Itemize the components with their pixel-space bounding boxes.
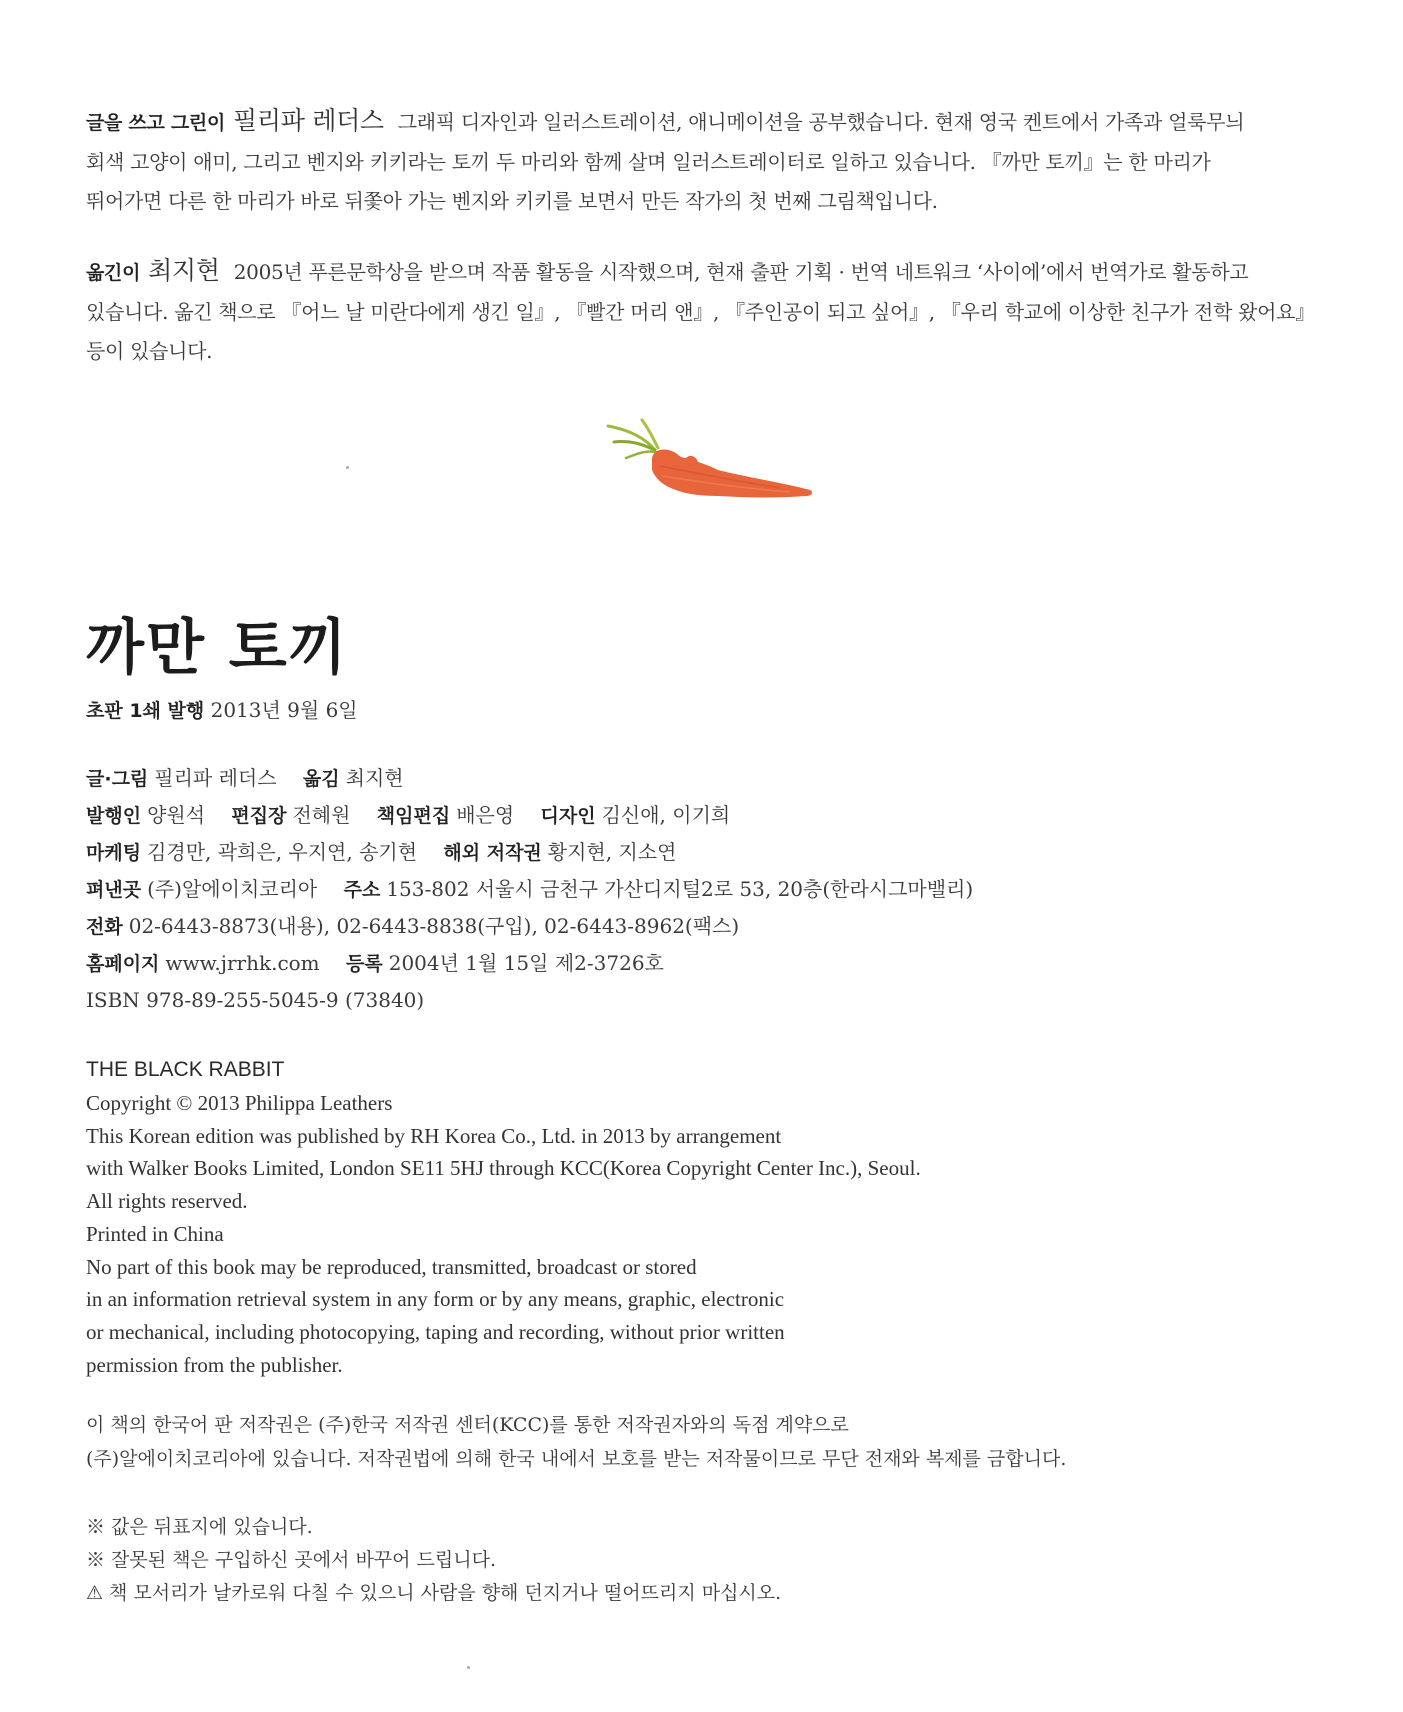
credit-label: 주소 [343, 879, 381, 901]
english-line: in an information retrieval system in any form or by any means, graphic, electronic [86, 1287, 785, 1312]
author-bio-line: 회색 고양이 애미, 그리고 벤지와 키키라는 토끼 두 마리와 함께 살며 일러스트레이터로 일하고 있습니다. 『까만 토끼』는 한 마리가 [86, 150, 1211, 174]
note-warning [86, 1577, 781, 1610]
credit-value: 배은영 [456, 803, 515, 827]
credit-value: (주)알에이치코리아 [147, 877, 318, 901]
warning-text: 책 모서리가 날카로워 다칠 수 있으니 사람을 향해 던지거나 떨어뜨리지 마십시오. [109, 1582, 782, 1604]
credit-value: 전혜원 [292, 803, 351, 827]
first-edition-label: 초판 1쇄 발행 [86, 700, 205, 722]
credit-label: 펴낸곳 [86, 879, 142, 901]
credit-label: 홈페이지 [86, 953, 160, 975]
author-bio-text: 그래픽 디자인과 일러스트레이션, 애니메이션을 공부했습니다. 현재 영국 켄트에서 가족과 얼룩무늬 [397, 110, 1245, 134]
english-line: All rights reserved. [86, 1189, 248, 1214]
credits-row [86, 908, 973, 945]
translator-bio-line: 있습니다. 옮긴 책으로 『어느 날 미란다에게 생긴 일』, 『빨간 머리 앤』, 『주인공이 되고 싶어』, 『우리 학교에 이상한 친구가 전학 왔어요』 [86, 300, 1315, 324]
credit-value: 필리파 레더스 [154, 766, 277, 790]
author-bio-line: 뛰어가면 다른 한 마리가 바로 뒤쫓아 가는 벤지와 키키를 보면서 만든 작가의 첫 번째 그림책입니다. [86, 189, 938, 213]
korean-copyright-line: (주)알에이치코리아에 있습니다. 저작권법에 의해 한국 내에서 보호를 받는 저작물이므로 무단 전재와 복제를 금합니다. [86, 1448, 1067, 1470]
note-price: ※ 값은 뒤표지에 있습니다. [86, 1516, 313, 1538]
author-bio-line [86, 101, 1244, 143]
credit-label: 옮김 [302, 768, 340, 790]
english-line: Printed in China [86, 1221, 224, 1246]
credits-row [86, 945, 973, 982]
translator-name: 최지현 [148, 256, 220, 285]
english-line: with Walker Books Limited, London SE11 5HJ through KCC(Korea Copyright Center Inc.), Seoul. [86, 1156, 921, 1181]
scan-speck [346, 466, 349, 469]
credit-value: 2004년 1월 15일 제2-3726호 [388, 951, 664, 975]
credits-row [86, 797, 973, 834]
english-title: THE BLACK RABBIT [86, 1058, 285, 1081]
credit-value: 최지현 [345, 766, 404, 790]
credits [86, 760, 973, 1018]
english-line: permission from the publisher. [86, 1352, 343, 1377]
credit-value: 153-802 서울시 금천구 가산디지털2로 53, 20층(한라시그마밸리) [386, 877, 974, 901]
translator-bio-line: 등이 있습니다. [86, 339, 213, 363]
carrot-leaves-icon [608, 420, 658, 458]
credits-row [86, 871, 973, 908]
credit-value: 02-6443-8873(내용), 02-6443-8838(구입), 02-6443-8962(팩스) [128, 914, 740, 938]
credit-label: 전화 [86, 916, 123, 938]
credit-label: 발행인 [86, 805, 142, 827]
english-copyright [86, 1053, 921, 1381]
translator-bio [86, 251, 1315, 371]
isbn: ISBN 978-89-255-5045-9 (73840) [86, 988, 425, 1012]
credits-row [86, 760, 973, 797]
korean-copyright-line: 이 책의 한국어 판 저작권은 (주)한국 저작권 센터(KCC)를 통한 저작권자와의 독점 계약으로 [86, 1414, 849, 1436]
author-bio [86, 101, 1244, 221]
english-line: Copyright © 2013 Philippa Leathers [86, 1091, 393, 1115]
credit-value: 양원석 [147, 803, 206, 827]
translator-bio-text: 2005년 푸른문학상을 받으며 작품 활동을 시작했으며, 현재 출판 기획 · 번역 네트워크 ‘사이에’에서 번역가로 활동하고 [233, 260, 1249, 284]
korean-copyright [86, 1408, 1066, 1476]
homepage-url: www.jrrhk.com [165, 951, 320, 975]
credit-label: 디자인 [540, 805, 596, 827]
credit-label: 책임편집 [376, 805, 451, 827]
scan-speck [467, 1666, 470, 1669]
english-line: No part of this book may be reproduced, transmitted, broadcast or stored [86, 1254, 697, 1279]
credit-label: 글·그림 [86, 768, 149, 790]
carrot-body-icon [652, 450, 812, 498]
first-edition [86, 694, 358, 723]
credit-label: 등록 [346, 953, 383, 975]
credit-value: 김경만, 곽희은, 우지연, 송기현 [147, 840, 418, 864]
first-edition-date: 2013년 9월 6일 [210, 698, 358, 722]
notes [86, 1511, 781, 1610]
credit-label: 마케팅 [86, 842, 142, 864]
credit-value: 황지현, 지소연 [547, 840, 677, 864]
note-exchange: ※ 잘못된 책은 구입하신 곳에서 바꾸어 드립니다. [86, 1549, 497, 1571]
translator-bio-line [86, 251, 1315, 293]
english-line: This Korean edition was published by RH Korea Co., Ltd. in 2013 by arrangement [86, 1123, 782, 1148]
translator-label: 옮긴이 [86, 262, 141, 284]
credit-value: 김신애, 이기희 [601, 803, 731, 827]
warning-icon: ⚠ [86, 1582, 104, 1604]
author-name: 필리파 레더스 [233, 106, 384, 135]
bitten-carrot-illustration [600, 418, 820, 518]
author-label: 글을 쓰고 그린이 [86, 112, 226, 134]
book-title: 까만 토끼 [86, 613, 349, 683]
credits-row [86, 834, 973, 871]
credit-label: 편집장 [231, 805, 287, 827]
english-line: or mechanical, including photocopying, taping and recording, without prior written [86, 1319, 785, 1344]
credit-label: 해외 저작권 [443, 842, 542, 864]
